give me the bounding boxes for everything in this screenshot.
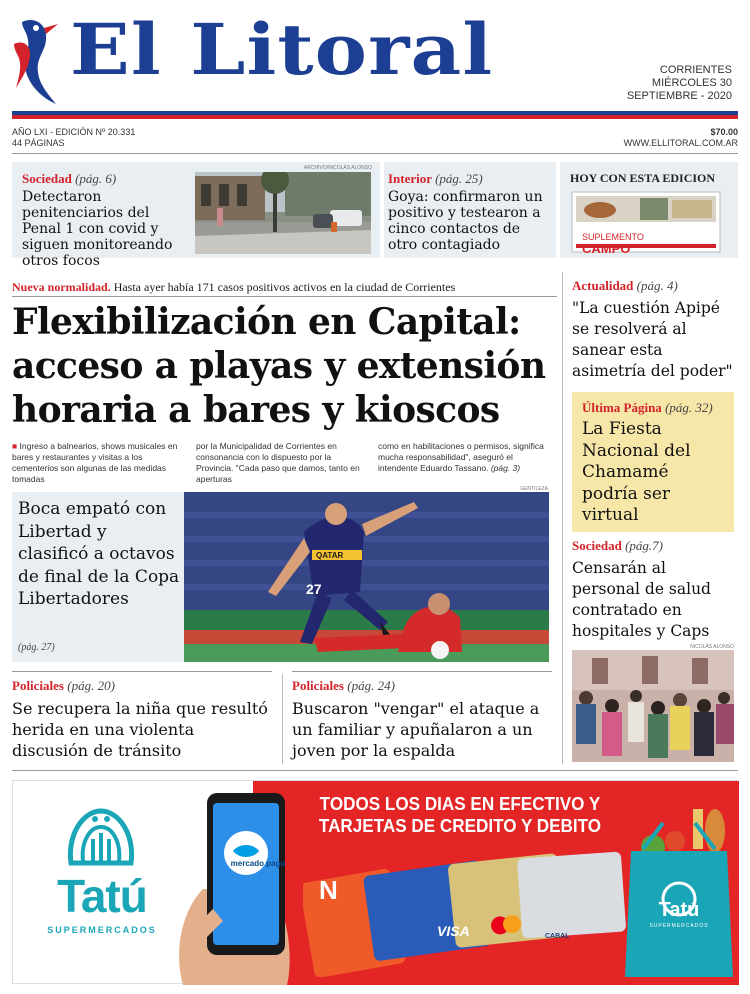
- jersey-sponsor: QATAR: [316, 551, 344, 560]
- divider: [12, 671, 272, 672]
- story-section: Policiales (pág. 24): [292, 678, 395, 693]
- sports-page: (pág. 27): [18, 642, 55, 653]
- divider: [292, 671, 552, 672]
- card-naranja-logo: N: [319, 875, 338, 905]
- story-policiales-2[interactable]: [292, 678, 554, 761]
- story-section: Policiales (pág. 20): [12, 678, 115, 693]
- divider: [12, 296, 557, 297]
- sports-headline: Boca empató con Libertad y clasificó a octavos de final de la Copa Libertadores: [18, 499, 180, 609]
- tatu-advertisement[interactable]: [12, 780, 738, 984]
- photo-credit: ARCHIVO/NICOLÁS ALONSO: [303, 165, 372, 171]
- teaser-section: Sociedad (pág. 6): [22, 171, 117, 186]
- jersey-number: 27: [306, 581, 322, 597]
- sports-story[interactable]: [12, 492, 184, 662]
- masthead-city: CORRIENTES: [659, 64, 732, 76]
- shopping-bag-graphic: [623, 801, 735, 981]
- bag-brand-name: Tatú: [658, 899, 700, 921]
- divider: [282, 674, 283, 764]
- price: $70.00: [710, 127, 738, 137]
- edition-number: AÑO LXI - EDICIÓN Nº 20.331: [12, 127, 136, 137]
- divider: [12, 153, 738, 154]
- edition-info: [12, 127, 135, 149]
- sports-photo-credit: GENTILEZA: [520, 486, 548, 492]
- masthead-title: El Litoral: [70, 8, 494, 91]
- ad-brand-name: Tatú: [57, 870, 147, 922]
- prison-street-photo: [195, 172, 371, 254]
- story-section: Actualidad (pág. 4): [572, 278, 678, 293]
- divider: [12, 770, 738, 771]
- logo-bird-icon: [12, 14, 60, 106]
- lead-kicker: Nueva normalidad. Hasta ayer había 171 casos positivos activos en la ciudad de Corrientes: [12, 280, 456, 294]
- story-section: Sociedad (pág.7): [572, 538, 664, 553]
- supplement-box[interactable]: [560, 162, 738, 258]
- ad-slogan: TODOS LOS DIAS EN EFECTIVO Y TARJETAS DE CREDITO Y DEBITO: [318, 794, 602, 836]
- lead-column-2: por la Municipalidad de Corrientes en consonancia con lo dispuesto por la Provincia. "Cada paso que damos, tanto en aperturas: [196, 441, 360, 484]
- credit-cards-graphic: [303, 845, 633, 977]
- bag-brand-sub: SUPERMERCADOS: [649, 923, 709, 929]
- supplement-heading: HOY CON ESTA EDICION: [570, 171, 716, 185]
- story-headline: "La cuestión Apipé se resolverá al sanear esta asimetría del poder": [572, 299, 733, 380]
- story-policiales-1[interactable]: [12, 678, 274, 761]
- price-info: [624, 127, 738, 149]
- sidebar-actualidad[interactable]: [572, 278, 738, 382]
- card-visa-logo: VISA: [437, 923, 470, 939]
- teaser-interior[interactable]: [384, 162, 556, 258]
- supplement-small: SUPLEMENTO: [582, 232, 644, 242]
- masthead-month: SEPTIEMBRE - 2020: [626, 90, 732, 102]
- story-section: Última Página (pág. 32): [582, 400, 713, 415]
- card-cabal-logo: CABAL: [545, 933, 570, 940]
- masthead-rule-red: [12, 115, 738, 119]
- armadillo-logo-icon: [61, 805, 141, 869]
- teaser-headline: Goya: confirmaron un positivo y testearon a cinco contactos de otro contagiado: [388, 189, 543, 253]
- teaser-section: Interior (pág. 25): [388, 171, 483, 186]
- story-headline: Buscaron "vengar" el ataque a un familiar y apuñalaron a un joven por la espalda: [292, 699, 540, 760]
- sidebar-divider: [562, 272, 563, 764]
- story-headline: La Fiesta Nacional del Chamamé podría ser virtual: [582, 419, 691, 525]
- website-link[interactable]: WWW.ELLITORAL.COM.AR: [623, 138, 738, 148]
- lead-column-3: como en habilitaciones o permisos, significa mucha responsabilidad", aseguró el intendente Eduardo Tassano. (pág. 3): [378, 441, 544, 473]
- health-workers-photo: [572, 650, 734, 762]
- teaser-sociedad[interactable]: [12, 162, 380, 269]
- football-match-photo: [184, 492, 549, 662]
- sidebar-sociedad[interactable]: [572, 538, 738, 642]
- wallet-name: mercado pago: [230, 859, 286, 868]
- hand-holding-phone: [163, 789, 313, 985]
- sidebar-ultima-pagina[interactable]: [572, 392, 734, 532]
- lead-column-1: ■ Ingreso a balnearios, shows musicales en bares y restaurantes y visitas a los cementerios son algunas de las medidas tomadas: [12, 441, 178, 484]
- ad-brand-sub: SUPERMERCADOS: [47, 925, 157, 935]
- page-count: 44 PÁGINAS: [12, 138, 65, 148]
- supplement-name: CAMPO: [582, 241, 631, 256]
- story-headline: Se recupera la niña que resultó herida en una violenta discusión de tránsito: [12, 699, 268, 760]
- sidebar-photo-credit: NICOLÁS ALONSO: [690, 644, 734, 650]
- lead-headline[interactable]: Flexibilización en Capital: acceso a playas y extensión horaria a bares y kioscos: [12, 301, 546, 431]
- story-headline: Censarán al personal de salud contratado en hospitales y Caps: [572, 559, 711, 640]
- teaser-headline: Detectaron penitenciarios del Penal 1 con covid y siguen monitoreando otros focos: [22, 189, 173, 269]
- masthead-day: MIÉRCOLES 30: [651, 77, 732, 89]
- masthead-date: [627, 64, 732, 103]
